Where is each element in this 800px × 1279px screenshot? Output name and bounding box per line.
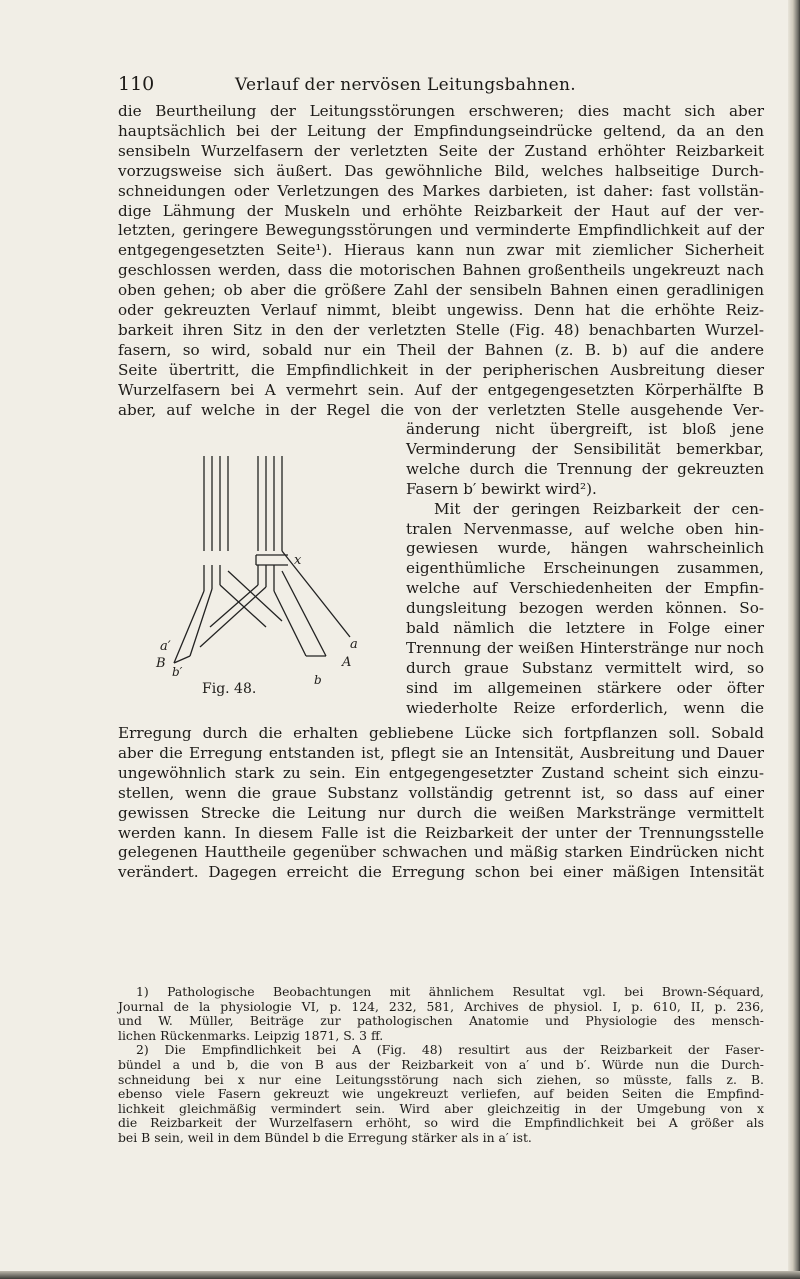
- label-A: A: [342, 655, 352, 670]
- label-b: b: [314, 673, 322, 687]
- text-line: Seite übertritt, die Empfindlichkeit in der peripherischen Ausbreitung dieser: [118, 360, 764, 379]
- text-line: ungewöhnlich stark zu sein. Ein entgegengesetzter Zustand scheint sich einzu-: [118, 763, 764, 782]
- label-b-prime: b′: [172, 665, 183, 679]
- text-line: gewissen Strecke die Leitung nur durch die weißen Markstränge vermittelt: [118, 803, 764, 822]
- text-line: hauptsächlich bei der Leitung der Empfindungseindrücke geltend, da an den: [118, 121, 764, 140]
- text-line: sind im allgemeinen stärkere oder öfter: [406, 678, 764, 697]
- footnote-line: lichkeit gleichmäßig vermindert sein. Wird aber gleichzeitig in der Umgebung von x: [118, 1100, 764, 1116]
- text-line: vorzugsweise sich äußert. Das gewöhnliche Bild, welches halbseitige Durch-: [118, 161, 764, 180]
- text-line: Trennung der weißen Hinterstränge nur noch: [406, 638, 764, 657]
- footnote-line: 2) Die Empfindlichkeit bei A (Fig. 48) resultirt aus der Reizbarkeit der Faser-: [136, 1042, 764, 1058]
- footnote-line: und W. Müller, Beiträge zur pathologischen Anatomie und Physiologie des mensch-: [118, 1013, 764, 1029]
- text-line: schneidungen oder Verletzungen des Markes darbieten, ist daher: fast vollstän-: [118, 181, 764, 200]
- footnote-line: lichen Rückenmarks. Leipzig 1871, S. 3 ff.: [118, 1027, 384, 1043]
- text-line: bald nämlich die letztere in Folge einer: [406, 619, 764, 638]
- text-line: dungsleitung bezogen werden können. So-: [406, 599, 764, 618]
- label-B: B: [156, 656, 166, 671]
- text-line: Fasern b′ bewirkt wird²).: [406, 479, 597, 498]
- label-a-prime: a′: [160, 639, 171, 654]
- page-bottom-edge: [0, 1271, 800, 1279]
- footnote-line: ebenso viele Fasern gekreuzt wie ungekreuzt verliefen, auf beiden Seiten die Empfind-: [118, 1086, 764, 1102]
- footnotes: [118, 985, 764, 1146]
- text-line: welche auf Verschiedenheiten der Empfin-: [406, 579, 764, 598]
- text-line: tralen Nervenmasse, auf welche oben hin-: [406, 519, 764, 538]
- text-line: werden kann. In diesem Falle ist die Reizbarkeit der unter der Trennungsstelle: [118, 823, 764, 842]
- text-line: oder gekreuzten Verlauf nimmt, bleibt ungewiss. Denn hat die erhöhte Reiz-: [118, 301, 764, 320]
- text-line: aber, auf welche in der Regel die von der verletzten Stelle ausgehende Ver-: [118, 400, 764, 419]
- text-line: sensibeln Wurzelfasern der verletzten Seite der Zustand erhöhter Reizbarkeit: [118, 141, 764, 160]
- text-line: letzten, geringere Bewegungsstörungen und verminderte Empfindlichkeit auf der: [118, 221, 764, 240]
- footnote-line: bündel a und b, die von B aus der Reizbarkeit von a′ und b′. Würde nun die Durch-: [118, 1056, 764, 1072]
- paragraph-wrap: [406, 420, 764, 719]
- text-line: verändert. Dagegen erreicht die Erregung schon bei einer mäßigen Intensität: [118, 863, 764, 882]
- text-line: Mit der geringen Reizbarkeit der cen-: [434, 499, 764, 518]
- text-line: Verminderung der Sensibilität bemerkbar,: [406, 439, 764, 458]
- text-line: die Beurtheilung der Leitungsstörungen erschweren; dies macht sich aber: [118, 102, 764, 120]
- label-a: a: [350, 637, 358, 652]
- text-line: aber die Erregung entstanden ist, pflegt sie an Intensität, Ausbreitung und Dauer: [118, 743, 764, 762]
- text-line: dige Lähmung der Muskeln und erhöhte Reizbarkeit der Haut auf der ver-: [118, 201, 764, 220]
- text-line: gewiesen wurde, hängen wahrscheinlich: [406, 539, 764, 558]
- text-line: geschlossen werden, dass die motorischen Bahnen großentheils ungekreuzt nach: [118, 261, 764, 280]
- page-number: 110: [118, 73, 155, 95]
- footnote-line: die Reizbarkeit der Wurzelfasern erhöht, so wird die Empfindlichkeit bei A größer als: [118, 1115, 764, 1131]
- footnote-line: 1) Pathologische Beobachtungen mit ähnlichem Resultat vgl. bei Brown-Séquard,: [136, 984, 764, 999]
- footnote-line: bei B sein, weil in dem Bündel b die Erregung stärker als in a′ ist.: [118, 1129, 532, 1145]
- text-line: gelegenen Hauttheile gegenüber schwachen und mäßig starken Eindrücken nicht: [118, 843, 764, 862]
- page-edge: [788, 0, 800, 1279]
- text-line: Wurzelfasern bei A vermehrt sein. Auf der entgegengesetzten Körperhälfte B: [118, 380, 764, 399]
- running-header: [118, 73, 758, 99]
- spinal-cord-diagram: [170, 451, 400, 691]
- text-line: durch graue Substanz vermittelt wird, so: [406, 658, 764, 677]
- label-x: x: [294, 553, 302, 568]
- text-line: änderung nicht übergreift, ist bloß jene: [406, 420, 764, 438]
- text-line: fasern, so wird, sobald nur ein Theil der Bahnen (z. B. b) auf die andere: [118, 340, 764, 359]
- text-line: entgegengesetzten Seite¹). Hieraus kann nun zwar mit ziemlicher Sicherheit: [118, 241, 764, 260]
- paragraph-bottom: [118, 724, 764, 883]
- text-line: stellen, wenn die graue Substanz vollständig getrennt ist, so dass auf einer: [118, 783, 764, 802]
- text-line: welche durch die Trennung der gekreuzten: [406, 459, 764, 478]
- footnote-line: schneidung bei x nur eine Leitungsstörung nach sich ziehen, so müsste, falls z. B.: [118, 1071, 764, 1087]
- paragraph-top: [118, 102, 764, 421]
- text-line: eigenthümliche Erscheinungen zusammen,: [406, 559, 764, 578]
- text-line: barkeit ihren Sitz in den der verletzten Stelle (Fig. 48) benachbarten Wurzel-: [118, 320, 764, 339]
- text-line: Erregung durch die erhalten gebliebene Lücke sich fortpflanzen soll. Sobald: [118, 724, 764, 742]
- running-title: Verlauf der nervösen Leitungsbahnen.: [235, 75, 576, 95]
- text-line: wiederholte Reize erforderlich, wenn die: [406, 698, 764, 717]
- footnote-line: Journal de la physiologie VI, p. 124, 232, 581, Archives de physiol. I, p. 610, II, p. 236,: [118, 998, 764, 1014]
- text-line: oben gehen; ob aber die größere Zahl der sensibeln Bahnen einen geradlinigen: [118, 281, 764, 300]
- figure-caption: Fig. 48.: [202, 681, 257, 697]
